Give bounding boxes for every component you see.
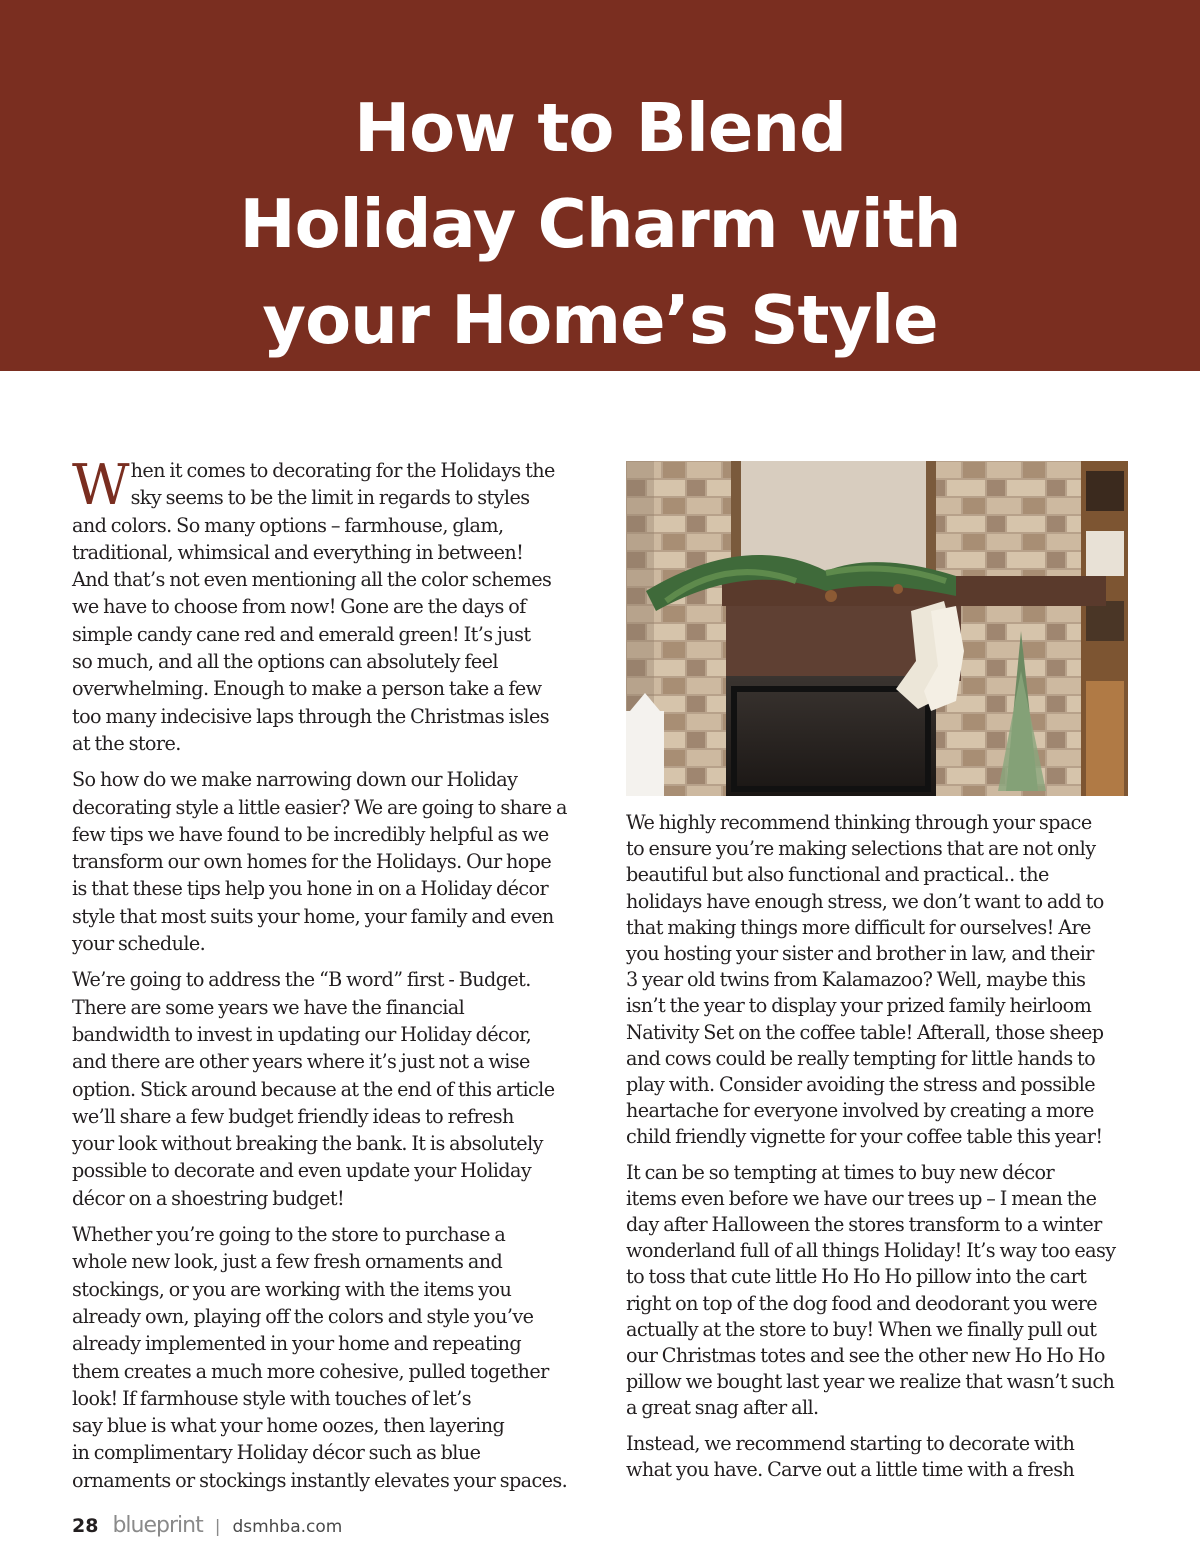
text-line: Whether you’re going to the store to purchase a <box>72 1223 506 1247</box>
text-line: simple candy cane red and emerald green! It’s just <box>72 622 531 646</box>
text-line: look! If farmhouse style with touches of let’s <box>72 1386 471 1410</box>
text-line: you hosting your sister and brother in law, and their <box>626 942 1094 966</box>
text-line: holidays have enough stress, we don’t want to add to <box>626 889 1104 913</box>
paragraph-space <box>626 810 1136 1151</box>
text-line: And that’s not even mentioning all the color schemes <box>72 568 552 592</box>
text-line: right on top of the dog food and deodorant you were <box>626 1291 1098 1315</box>
website-link[interactable]: dsmhba.com <box>232 1517 343 1537</box>
text-line: pillow we bought last year we realize that wasn’t such <box>626 1370 1115 1394</box>
text-line: 3 year old twins from Kalamazoo? Well, maybe this <box>626 968 1086 992</box>
text-line: overwhelming. Enough to make a person take a few <box>72 677 542 701</box>
text-line: play with. Consider avoiding the stress and possible <box>626 1073 1096 1097</box>
text-line: traditional, whimsical and everything in between! <box>72 540 524 564</box>
text-line: our Christmas totes and see the other new Ho Ho Ho <box>626 1344 1105 1368</box>
text-line: sky seems to be the limit in regards to styles <box>130 486 530 510</box>
left-column <box>72 453 592 1503</box>
text-line: items even before we have our trees up – I mean the <box>626 1186 1097 1210</box>
text-line: at the store. <box>72 731 181 755</box>
text-line: so much, and all the options can absolutely feel <box>72 650 498 674</box>
text-line: style that most suits your home, your family and even <box>72 904 554 928</box>
right-column <box>626 810 1136 1492</box>
text-line: say blue is what your home oozes, then layering <box>72 1414 505 1438</box>
page-footer <box>72 1513 342 1543</box>
title-banner <box>0 0 1200 371</box>
text-line: child friendly vignette for your coffee table this year! <box>626 1125 1103 1149</box>
text-line: already implemented in your home and repeating <box>72 1332 522 1356</box>
text-line: Instead, we recommend starting to decorate with <box>626 1431 1075 1455</box>
text-line: isn’t the year to display your prized family heirloom <box>626 994 1092 1018</box>
text-line: decorating style a little easier? We are going to share a <box>72 795 567 819</box>
text-line: to toss that cute little Ho Ho Ho pillow into the cart <box>626 1265 1087 1289</box>
text-line: bandwidth to invest in updating our Holiday décor, <box>72 1022 532 1046</box>
text-line: we have to choose from now! Gone are the days of <box>72 595 526 619</box>
text-line: your schedule. <box>72 932 206 956</box>
text-line: already own, playing off the colors and style you’ve <box>72 1304 534 1328</box>
text-line: transform our own homes for the Holidays. Our hope <box>72 850 552 874</box>
text-line: and cows could be really tempting for little hands to <box>626 1046 1096 1070</box>
text-line: is that these tips help you hone in on a Holiday décor <box>72 877 549 901</box>
text-line: So how do we make narrowing down our Holiday <box>72 768 518 792</box>
paragraph-intro <box>72 453 592 757</box>
article-title <box>60 80 1140 368</box>
text-line: ornaments or stockings instantly elevates your spaces. <box>72 1468 568 1492</box>
text-line: It can be so tempting at times to buy new décor <box>626 1160 1055 1184</box>
text-line: stockings, or you are working with the items you <box>72 1277 512 1301</box>
paragraph-budget <box>72 966 592 1212</box>
title-line: Holiday Charm with <box>239 185 961 263</box>
page-number: 28 <box>72 1515 99 1537</box>
paragraph-tempting <box>626 1160 1136 1422</box>
fireplace-photo <box>626 461 1128 796</box>
text-line: that making things more difficult for ourselves! Are <box>626 915 1091 939</box>
text-line: hen it comes to decorating for the Holidays the <box>130 459 555 482</box>
text-line: them creates a much more cohesive, pulled together <box>72 1359 549 1383</box>
title-line: your Home’s Style <box>262 281 938 359</box>
blueprint-logo: blueprint <box>112 1513 203 1538</box>
text-line: too many indecisive laps through the Christmas isles <box>72 704 549 728</box>
text-line: we’ll share a few budget friendly ideas to refresh <box>72 1104 514 1128</box>
text-line: décor on a shoestring budget! <box>72 1186 345 1210</box>
text-line: Nativity Set on the coffee table! Afterall, those sheep <box>626 1020 1104 1044</box>
text-line: option. Stick around because at the end of this article <box>72 1077 555 1101</box>
text-line: a great snag after all. <box>626 1396 819 1420</box>
text-line: few tips we have found to be incredibly helpful as we <box>72 822 549 846</box>
text-line: in complimentary Holiday décor such as blue <box>72 1441 481 1465</box>
text-line: wonderland full of all things Holiday! It’s way too easy <box>626 1239 1116 1263</box>
text-line: possible to decorate and even update your Holiday <box>72 1159 532 1183</box>
paragraph-store <box>72 1221 592 1494</box>
text-line: We’re going to address the “B word” first - Budget. <box>72 968 531 992</box>
text-line: and there are other years where it’s just not a wise <box>72 1050 530 1074</box>
text-line: beautiful but also functional and practical.. the <box>626 863 1049 887</box>
text-line: actually at the store to buy! When we finally pull out <box>626 1317 1097 1341</box>
text-line: There are some years we have the financial <box>72 995 465 1019</box>
paragraph-narrowing <box>72 766 592 957</box>
text-line: and colors. So many options – farmhouse, glam, <box>72 513 504 537</box>
title-line: How to Blend <box>354 89 846 167</box>
text-line: heartache for everyone involved by creating a more <box>626 1099 1094 1123</box>
text-line: to ensure you’re making selections that are not only <box>626 837 1096 861</box>
text-line: what you have. Carve out a little time with a fresh <box>626 1457 1075 1481</box>
text-line: your look without breaking the bank. It is absolutely <box>72 1132 543 1156</box>
text-line: whole new look, just a few fresh ornaments and <box>72 1250 503 1274</box>
footer-separator: | <box>214 1517 221 1537</box>
drop-cap: W <box>72 453 127 518</box>
text-line: We highly recommend thinking through your space <box>626 811 1092 834</box>
paragraph-instead <box>626 1431 1136 1483</box>
text-line: day after Halloween the stores transform to a winter <box>626 1213 1102 1237</box>
